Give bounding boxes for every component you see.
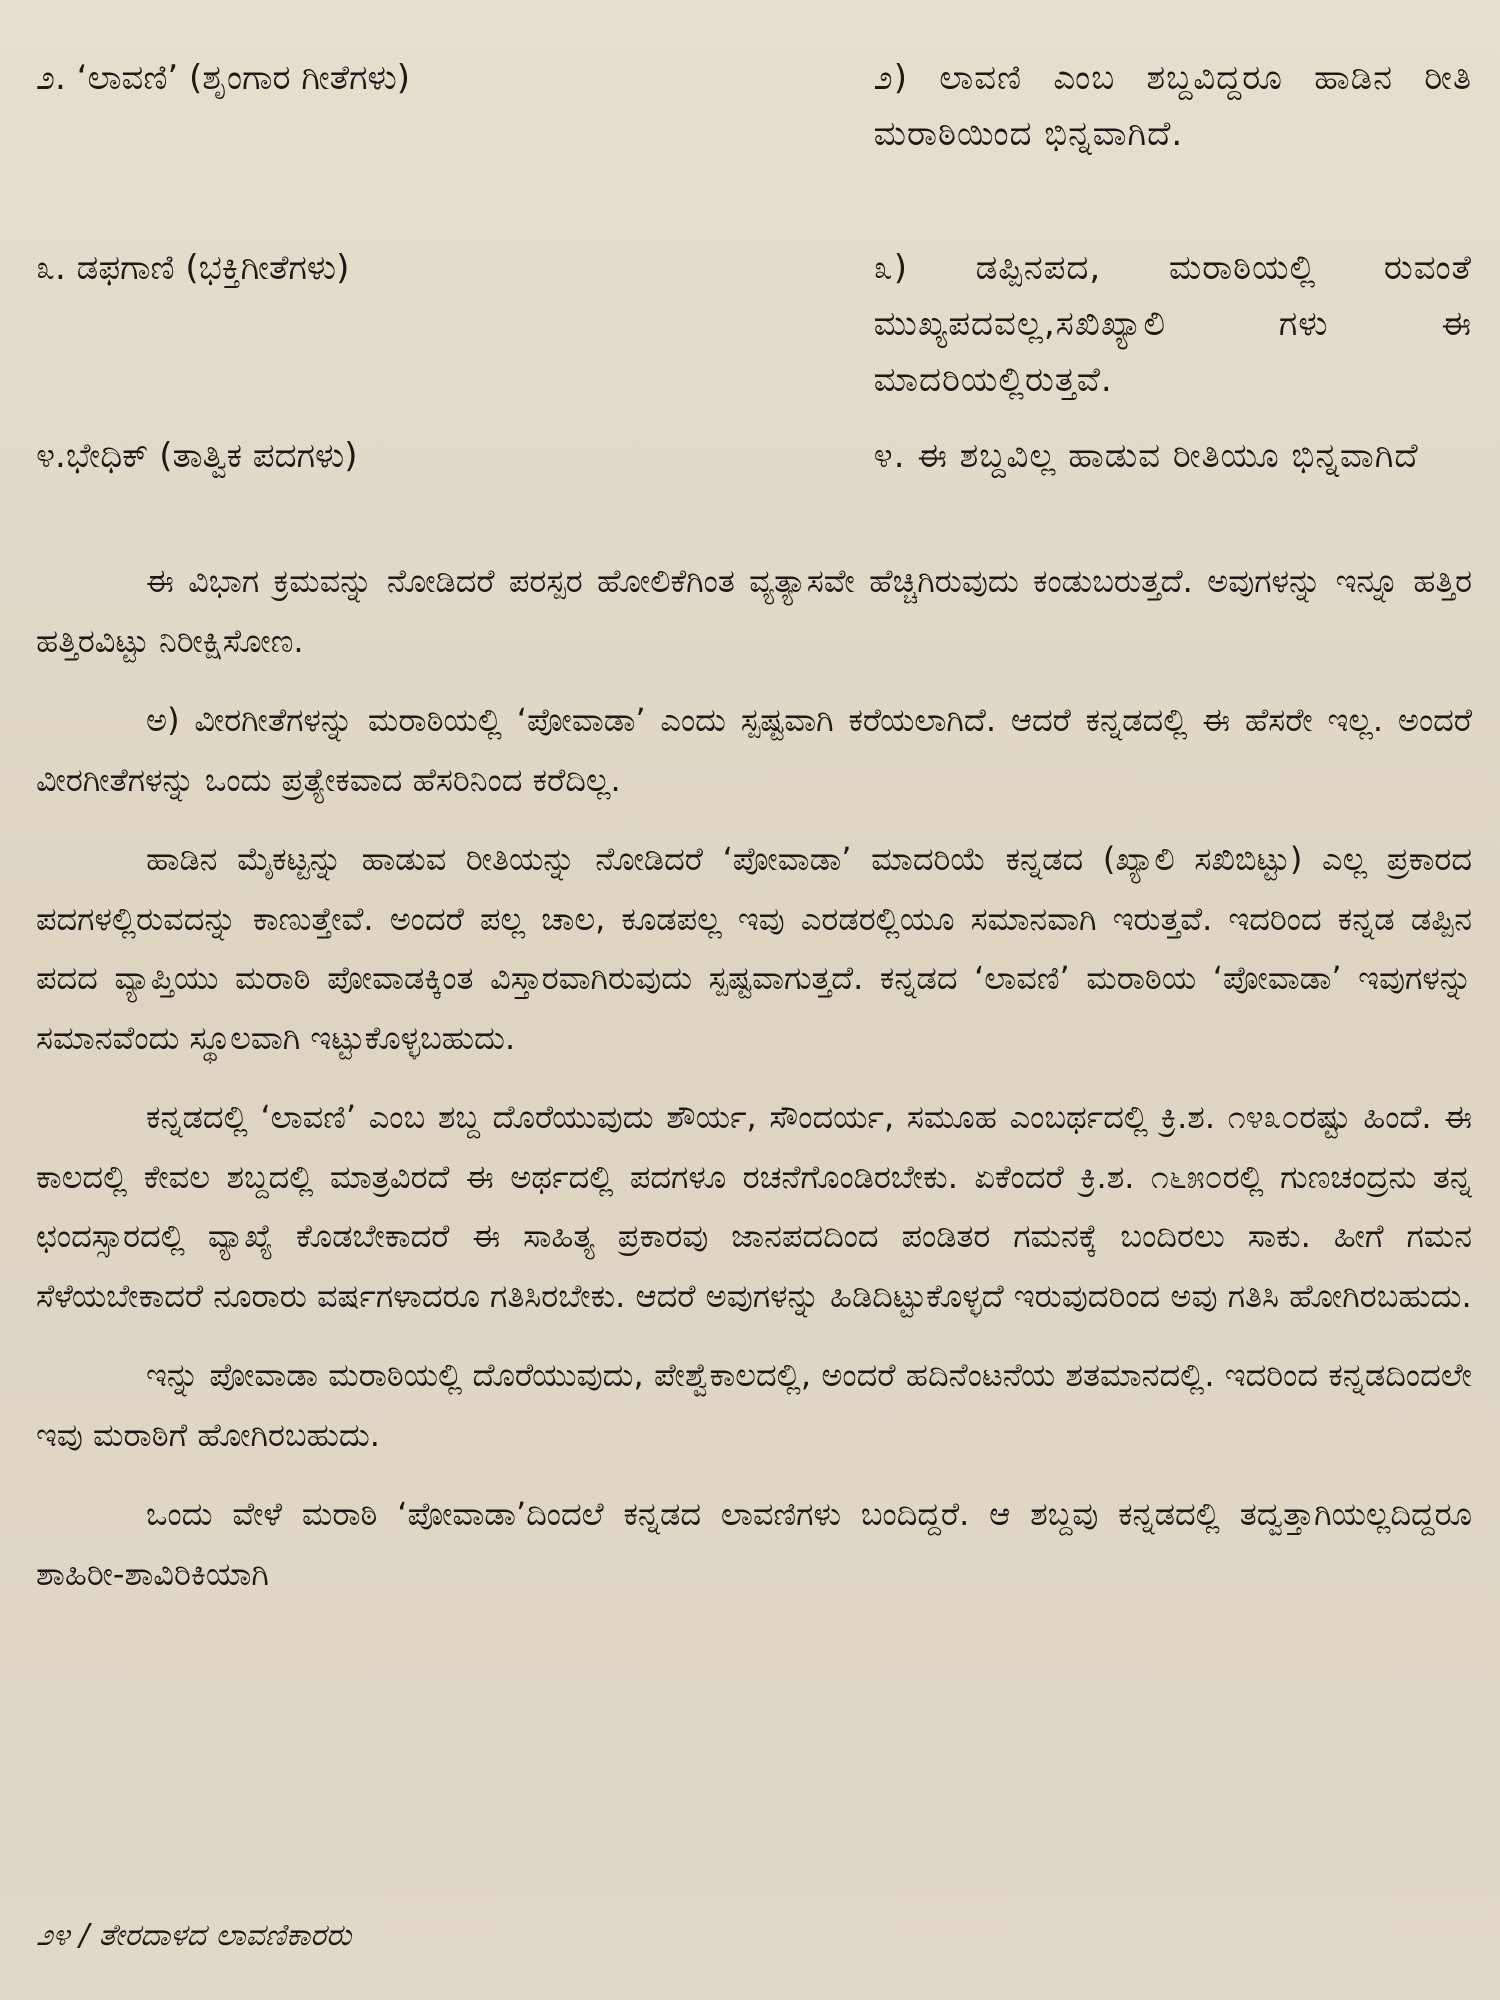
comparison-item-right: ೨) ಲಾವಣಿ ಎಂಬ ಶಬ್ದವಿದ್ದರೂ ಹಾಡಿನ ರೀತಿ ಮರಾಠಿಯಿಂದ ಭಿನ್ನವಾಗಿದೆ. (873, 58, 1472, 154)
paragraph: ಕನ್ನಡದಲ್ಲಿ ‘ಲಾವಣಿ’ ಎಂಬ ಶಬ್ದ ದೊರೆಯುವುದು ಶೌರ್ಯ, ಸೌಂದರ್ಯ, ಸಮೂಹ ಎಂಬರ್ಥದಲ್ಲಿ ಕ್ರಿ.ಶ. ೧೪೩೦ರಷ್ಟು ಹಿಂದೆ. ಈ ಕಾಲದಲ್ಲಿ ಕೇವಲ ಶಬ್ದದಲ್ಲಿ ಮಾತ್ರವಿರದೆ ಈ ಅರ್ಥದಲ್ಲಿ ಪದಗಳೂ ರಚನೆಗೊಂಡಿರಬೇಕು. ಏಕೆಂದರೆ ಕ್ರಿ.ಶ. ೧೬೫೦ರಲ್ಲಿ ಗುಣಚಂದ್ರನು ತನ್ನ ಛಂದಸ್ಸಾರದಲ್ಲಿ ವ್ಯಾಖ್ಯೆ ಕೊಡಬೇಕಾದರೆ ಈ ಸಾಹಿತ್ಯ ಪ್ರಕಾರವು ಜಾನಪದದಿಂದ ಪಂಡಿತರ ಗಮನಕ್ಕೆ ಬಂದಿರಲು ಸಾಕು. ಹೀಗೆ ಗಮನ ಸೆಳೆಯಬೇಕಾದರೆ ನೂರಾರು ವರ್ಷಗಳಾದರೂ ಗತಿಸಿರಬೇಕು. ಆದರೆ ಅವುಗಳನ್ನು ಹಿಡಿದಿಟ್ಟುಕೊಳ್ಳದೆ ಇರುವುದರಿಂದ ಅವು ಗತಿಸಿ ಹೋಗಿರಬಹುದು. (36, 1098, 1472, 1315)
paragraph: ಒಂದು ವೇಳೆ ಮರಾಠಿ ‘ಪೋವಾಡಾ’ದಿಂದಲೆ ಕನ್ನಡದ ಲಾವಣಿಗಳು ಬಂದಿದ್ದರೆ. ಆ ಶಬ್ದವು ಕನ್ನಡದಲ್ಲಿ ತದ್ವತ್ತಾಗಿಯಲ್ಲದಿದ್ದರೂ ಶಾಹಿರೀ-ಶಾವಿರಿಕಿಯಾಗಿ (36, 1495, 1472, 1593)
paragraph: ಹಾಡಿನ ಮೈಕಟ್ಟನ್ನು ಹಾಡುವ ರೀತಿಯನ್ನು ನೋಡಿದರೆ ‘ಪೋವಾಡಾ’ ಮಾದರಿಯೆ ಕನ್ನಡದ (ಖ್ಯಾಲಿ ಸಖಿಬಿಟ್ಟು) ಎಲ್ಲ ಪ್ರಕಾರದ ಪದಗಳಲ್ಲಿರುವದನ್ನು ಕಾಣುತ್ತೇವೆ. ಅಂದರೆ ಪಲ್ಲ ಚಾಲ, ಕೂಡಪಲ್ಲ ಇವು ಎರಡರಲ್ಲಿಯೂ ಸಮಾನವಾಗಿ ಇರುತ್ತವೆ. ಇದರಿಂದ ಕನ್ನಡ ಡಪ್ಪಿನ ಪದದ ವ್ಯಾಪ್ತಿಯು ಮರಾಠಿ ಪೋವಾಡಕ್ಕಿಂತ ವಿಸ್ತಾರವಾಗಿರುವುದು ಸ್ಪಷ್ಟವಾಗುತ್ತದೆ. ಕನ್ನಡದ ‘ಲಾವಣಿ’ ಮರಾಠಿಯ ‘ಪೋವಾಡಾ’ ಇವುಗಳನ್ನು ಸಮಾನವೆಂದು ಸ್ಥೂಲವಾಗಿ ಇಟ್ಟುಕೊಳ್ಳಬಹುದು. (36, 840, 1472, 1057)
comparison-row (36, 240, 1472, 408)
comparison-item-left: ೪.ಭೇಧಿಕ್ (ತಾತ್ವಿಕ ಪದಗಳು) (36, 436, 358, 476)
paragraph: ಅ) ವೀರಗೀತೆಗಳನ್ನು ಮರಾಠಿಯಲ್ಲಿ ‘ಪೋವಾಡಾ’ ಎಂದು ಸ್ಪಷ್ಟವಾಗಿ ಕರೆಯಲಾಗಿದೆ. ಆದರೆ ಕನ್ನಡದಲ್ಲಿ ಈ ಹೆಸರೇ ಇಲ್ಲ. ಅಂದರೆ ವೀರಗೀತೆಗಳನ್ನು ಒಂದು ಪ್ರತ್ಯೇಕವಾದ ಹೆಸರಿನಿಂದ ಕರೆದಿಲ್ಲ. (36, 701, 1472, 799)
comparison-item-left: ೨. ‘ಲಾವಣಿ’ (ಶೃಂಗಾರ ಗೀತೆಗಳು) (36, 58, 411, 98)
comparison-row (36, 428, 1472, 484)
comparison-item-right: ೩) ಡಪ್ಪಿನಪದ, ಮರಾಠಿಯಲ್ಲಿ ರುವಂತೆ ಮುಖ್ಯಪದವಲ್ಲ,ಸಖಿಖ್ಯಾಲಿ ಗಳು ಈ ಮಾದರಿಯಲ್ಲಿರುತ್ತವೆ. (873, 248, 1472, 400)
comparison-item-left: ೩. ಡಫಗಾಣಿ (ಭಕ್ತಿಗೀತೆಗಳು) (36, 248, 350, 288)
paragraph: ಇನ್ನು ಪೋವಾಡಾ ಮರಾಠಿಯಲ್ಲಿ ದೊರೆಯುವುದು, ಪೇಶ್ವೆಕಾಲದಲ್ಲಿ, ಅಂದರೆ ಹದಿನೆಂಟನೆಯ ಶತಮಾನದಲ್ಲಿ. ಇದರಿಂದ ಕನ್ನಡದಿಂದಲೇ ಇವು ಮರಾಠಿಗೆ ಹೋಗಿರಬಹುದು. (36, 1356, 1472, 1454)
body-text (36, 552, 1472, 1624)
comparison-item-right: ೪. ಈ ಶಬ್ದವಿಲ್ಲ ಹಾಡುವ ರೀತಿಯೂ ಭಿನ್ನವಾಗಿದೆ (873, 436, 1419, 476)
comparison-row (36, 50, 1472, 162)
page-footer: ೨೪ / ತೇರದಾಳದ ಲಾವಣಿಕಾರರು (36, 1918, 352, 1953)
paragraph: ಈ ವಿಭಾಗ ಕ್ರಮವನ್ನು ನೋಡಿದರೆ ಪರಸ್ಪರ ಹೋಲಿಕೆಗಿಂತ ವ್ಯತ್ಯಾಸವೇ ಹೆಚ್ಚಿಗಿರುವುದು ಕಂಡುಬರುತ್ತದೆ. ಅವುಗಳನ್ನು ಇನ್ನೂ ಹತ್ತಿರ ಹತ್ತಿರವಿಟ್ಟು ನಿರೀಕ್ಷಿಸೋಣ. (36, 562, 1472, 660)
